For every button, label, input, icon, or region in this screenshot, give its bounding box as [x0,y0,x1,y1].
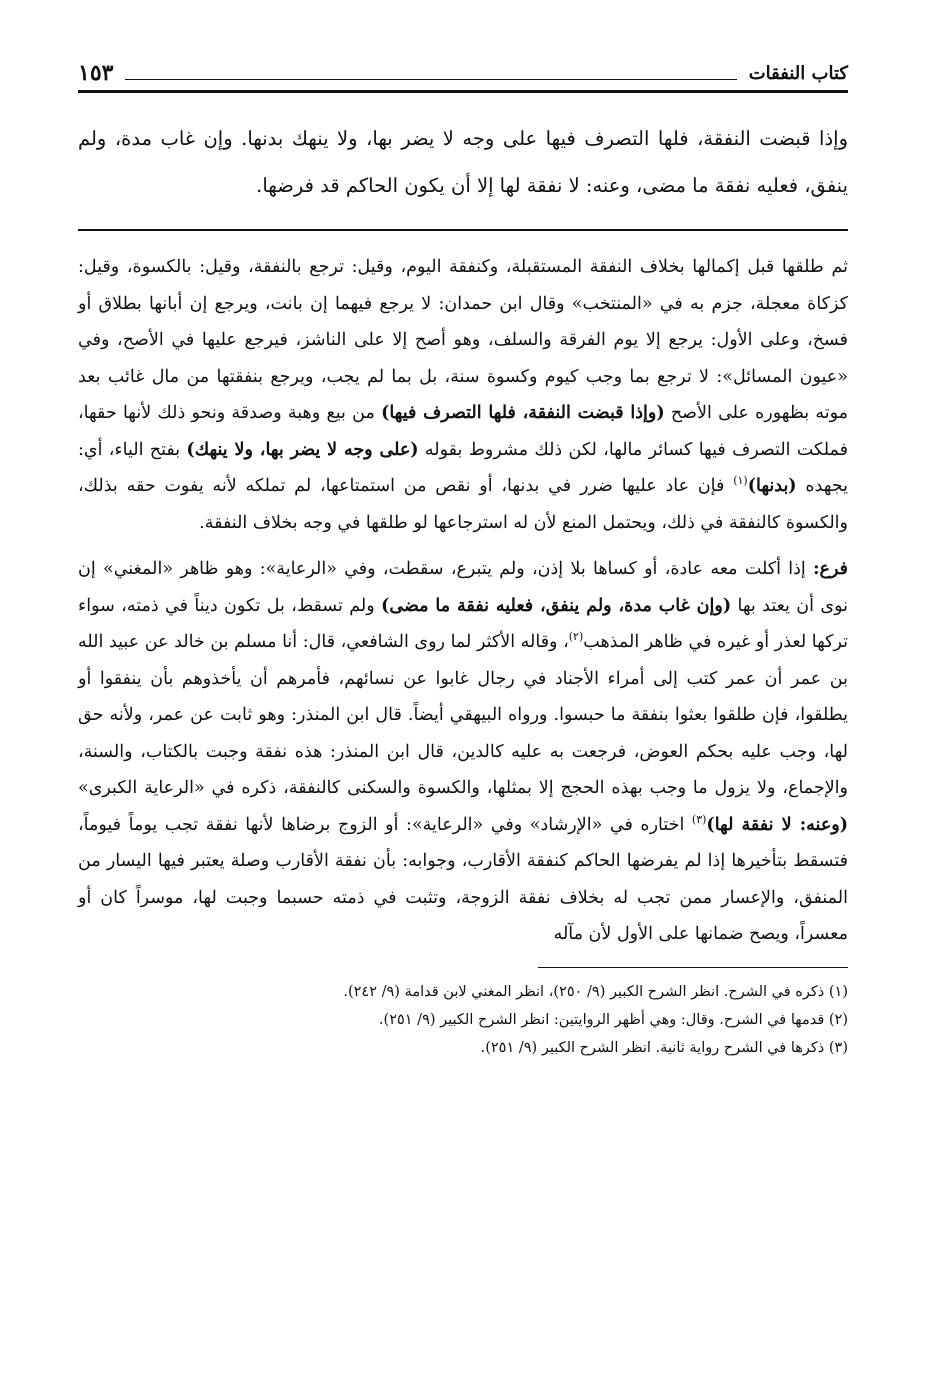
commentary [78,249,848,953]
main-text: وإذا قبضت النفقة، فلها التصرف فيها على وجه لا يضر بها، ولا ينهك بدنها. وإن غاب مدة، ولم ينفق، فعليه نفقة ما مضى، وعنه: لا نفقة لها إلا أن يكون الحاكم قد فرضها. [78,127,848,197]
text-run: فإن عاد عليها ضرر في بدنها، أو نقص من استمتاعها، لم تملكه لأنه يفوت حقه بذلك، والكسوة كالنفقة في ذلك، ويحتمل المنع لأن له استرجاعها لو طلقها في وجه بخلاف النفقة. [78,476,848,533]
text-run: ولم تسقط، بل تكون ديناً في ذمته، سواء تركها لعذر أو غيره في ظاهر المذهب [78,595,849,652]
book-page [78,50,848,1062]
quoted-matn: (وإذا قبضت النفقة، فلها التصرف فيها) [381,403,665,423]
footnote-rule [538,967,848,968]
commentary-paragraph [78,551,848,953]
quoted-matn: (بدنها) [747,476,797,496]
commentary-paragraph [78,249,848,541]
quoted-matn: (وعنه: لا نفقة لها) [706,814,848,835]
text-run: من بيع وهبة وصدقة ونحو ذلك لأنها حقها، فملكت التصرف فيها كسائر مالها، لكن ذلك مشروط بقوله [78,403,848,460]
text-run: ، وقاله الأكثر لما روى الشافعي، قال: أنا مسلم بن خالد عن عبيد الله بن عمر أن عمر كتب إلى أمراء الأجناد في رجال غابوا عن نسائهم، فأمرهم أن يأخذوهم بأن ينفقوا أو يطلقوا، فإن طلقوا بعثوا بنفقة ما حبسوا. ورواه البيهقي أيضاً. قال ابن المنذر: وهو ثابت عن عمر، ولأنه حق لها، وجب عليه بحكم العوض، فرجعت به عليه كالدين، قال ابن المنذر: هذه نفقة وجبت بالكتاب، والسنة، والإجماع، ولا يزول ما وجب بهذه الحجج إلا بمثلها، والكسوة والسكنى كالنفقة، ذكره في «الرعاية الكبرى» [78,632,848,798]
text-run: اختاره في «الإرشاد» وفي «الرعاية»: أو الزوج برضاها لأنها نفقة تجب يوماً فيوماً، فتسقط بتأخيرها إذا لم يفرضها الحاكم كنفقة الأقارب، وجوابه: بأن نفقة الأقارب وصلة يعتبر فيها اليسار من المنفق، والإعسار ممن تجب له بخلاف نفقة الزوجة، وتثبت في ذمته حسبما وجبت لها، موسراً كان أو معسراً، ويصح ضمانها على الأول لأن مآله [78,814,848,944]
text-run: بفتح الياء، أي: يجهده [78,439,848,496]
footnote-2: (٢) قدمها في الشرح. وقال: وهي أظهر الروايتين: انظر الشرح الكبير (٩/ ٢٥١). [378,1011,848,1028]
quoted-matn: (على وجه لا يضر بها، ولا ينهك) [186,439,419,460]
footnote-ref-1[interactable]: (١) [733,474,748,488]
branch-label: فرع: [813,559,848,579]
book-title: كتاب النفقات [748,63,848,84]
footnote-1: (١) ذكره في الشرح. انظر الشرح الكبير (٩/ ٢٥٠)، انظر المغني لابن قدامة (٩/ ٢٤٢). [343,983,848,1000]
footnote-ref-3[interactable]: (٣) [691,812,707,826]
footnote-3: (٣) ذكرها في الشرح رواية ثانية. انظر الشرح الكبير (٩/ ٢٥١). [480,1039,848,1056]
header-rule [125,79,736,80]
quoted-matn: (وإن غاب مدة، ولم ينفق، فعليه نفقة ما مضى) [381,595,732,616]
text-run: إذا أكلت معه عادة، أو كساها بلا إذن، ولم يتبرع، سقطت، وفي «الرعاية»: وهو ظاهر «المغني» إن نوى أن يعتد بها [78,559,848,616]
footnotes [78,978,848,1062]
page-number: ١٥٣ [78,60,114,86]
text-run: ثم طلقها قبل إكمالها بخلاف النفقة المستقبلة، وكنفقة اليوم، وقيل: ترجع بالنفقة، وقيل: بالكسوة، وقيل: كزكاة معجلة، جزم به في «المنتخب» وقال ابن حمدان: لا يرجع فيهما إن بانت، ويرجع إن أبانها بطلاق أو فسخ، وعلى الأول: يرجع إلا يوم الفرقة والسلف، وهو أصح إلا على الناشز، فيرجع عليها في الأصح، وفي «عيون المسائل»: لا ترجع بما وجب كيوم وكسوة سنة، بل بما لم يجب، ويرجع بنفقتها من مال غائب بعد موته بظهوره على الأصح [78,257,848,423]
section-divider [78,229,848,231]
footnote-ref-2[interactable]: (٢) [568,630,584,644]
running-header [78,50,848,93]
